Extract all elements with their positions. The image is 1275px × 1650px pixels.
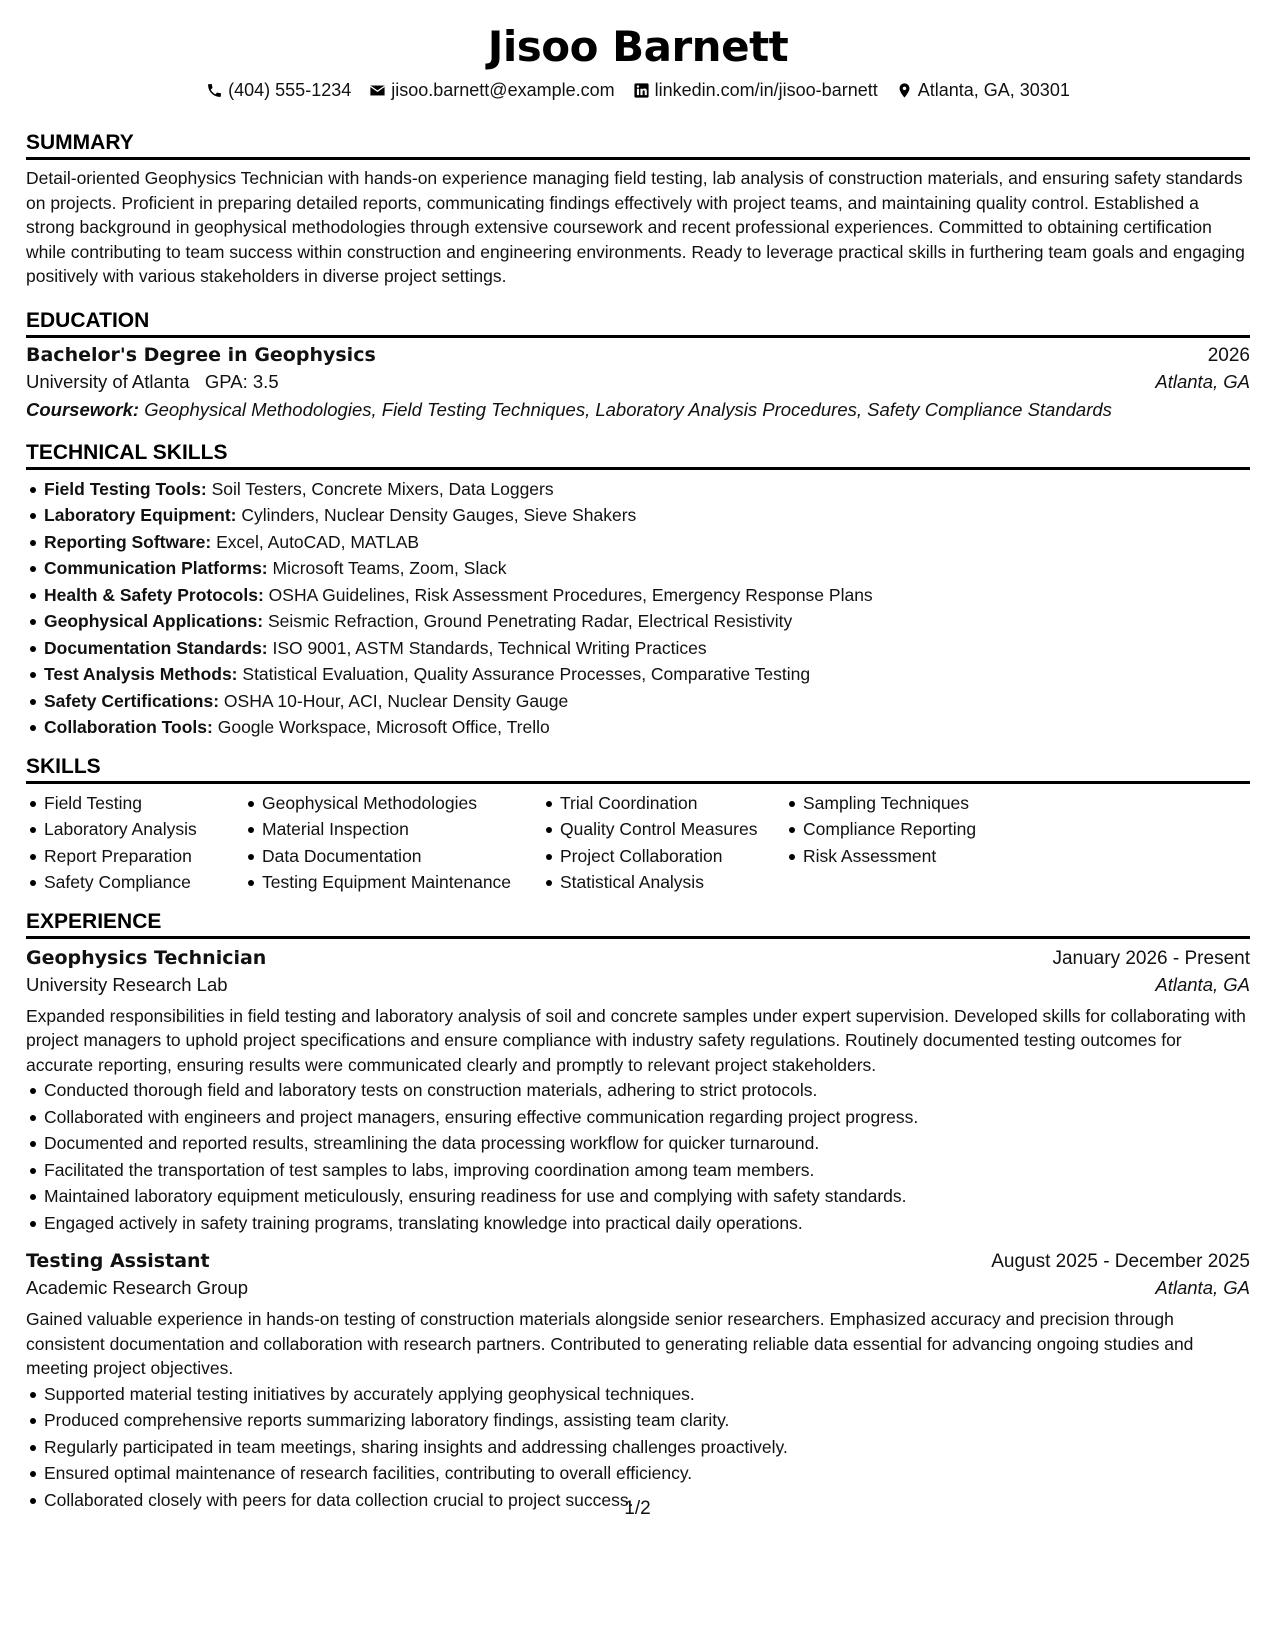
section-title-technical-skills: TECHNICAL SKILLS [26,441,1250,470]
list-item: Test Analysis Methods: Statistical Evaluation, Quality Assurance Processes, Comparative Testing [44,661,1250,688]
job-location: Atlanta, GA [1155,1277,1250,1298]
list-item: Sampling Techniques [803,790,1063,817]
job-organization: Academic Research Group [26,1277,249,1298]
list-item: Collaborated closely with peers for data collection crucial to project success. [44,1487,1250,1514]
section-title-experience: EXPERIENCE [26,910,1250,939]
job-dates: August 2025 - December 2025 [991,1251,1250,1272]
list-item: Health & Safety Protocols: OSHA Guidelines, Risk Assessment Procedures, Emergency Response Plans [44,582,1250,609]
coursework-label: Coursework: [26,398,140,420]
experience-entry [26,947,1250,1237]
experience-entry [26,1250,1250,1513]
page-number: 1/2 [624,1498,651,1519]
list-item: Testing Equipment Maintenance [262,869,542,896]
list-item: Engaged actively in safety training programs, translating knowledge into practical daily operations. [44,1210,1250,1237]
list-item: Project Collaboration [560,843,785,870]
skills-grid [26,790,1250,896]
phone-text: (404) 555-1234 [228,80,352,100]
job-organization: University Research Lab [26,973,228,995]
list-item: Conducted thorough field and laboratory tests on construction materials, adhering to strict protocols. [44,1077,1250,1104]
list-item: Ensured optimal maintenance of research facilities, contributing to overall efficiency. [44,1460,1250,1487]
candidate-name: Jisoo Barnett [487,22,789,71]
school-name: University of Atlanta [26,370,190,392]
list-item: Documentation Standards: ISO 9001, ASTM Standards, Technical Writing Practices [44,635,1250,662]
contact-bar [26,80,1250,101]
list-item: Statistical Analysis [560,869,785,896]
email-text: jisoo.barnett@example.com [391,80,615,100]
map-pin-icon [896,82,913,99]
job-title: Testing Assistant [26,1250,210,1272]
skills-column [244,790,542,896]
school-location: Atlanta, GA [1155,370,1250,392]
job-dates: January 2026 - Present [1052,947,1250,969]
summary-text: Detail-oriented Geophysics Technician with hands-on experience managing field testing, lab analysis of construction materials, and ensuring safety standards on projects. Proficient in preparing detailed reports, communicating findings effectively with project teams, and maintaining quality control. Established a strong background in geophysical methodologies through extensive coursework and recent professional experiences. Committed to obtaining certification while contributing to team success within construction and engineering environments. Ready to leverage practical skills in furthering team goals and engaging positively with various stakeholders in diverse project settings. [26,168,1245,286]
list-item: Field Testing [44,790,244,817]
job-location: Atlanta, GA [1155,973,1250,995]
list-item: Collaborated with engineers and project managers, ensuring effective communication regarding project progress. [44,1104,1250,1131]
list-item: Field Testing Tools: Soil Testers, Concrete Mixers, Data Loggers [44,476,1250,503]
list-item: Laboratory Equipment: Cylinders, Nuclear Density Gauges, Sieve Shakers [44,502,1250,529]
list-item: Regularly participated in team meetings, sharing insights and addressing challenges proactively. [44,1434,1250,1461]
phone-icon [206,82,223,99]
contact-linkedin[interactable] [633,80,878,101]
list-item: Produced comprehensive reports summarizing laboratory findings, assisting team clarity. [44,1407,1250,1434]
list-item: Data Documentation [262,843,542,870]
list-item: Collaboration Tools: Google Workspace, Microsoft Office, Trello [44,714,1250,741]
list-item: Maintained laboratory equipment meticulously, ensuring readiness for use and complying with safety standards. [44,1183,1250,1210]
contact-email[interactable] [369,80,614,101]
list-item: Safety Compliance [44,869,244,896]
list-item: Communication Platforms: Microsoft Teams, Zoom, Slack [44,555,1250,582]
education-entry [26,344,1250,421]
list-item: Material Inspection [262,816,542,843]
section-title-summary: SUMMARY [26,131,1250,160]
location-text: Atlanta, GA, 30301 [917,80,1070,100]
linkedin-icon [633,82,650,99]
coursework-line [26,399,1250,421]
list-item: Quality Control Measures [560,816,785,843]
job-title: Geophysics Technician [26,946,267,969]
skills-column [542,790,785,896]
list-item: Report Preparation [44,843,244,870]
job-description: Gained valuable experience in hands-on testing of construction materials alongside senior researchers. Emphasized accuracy and precision through consistent documentation and collaboration with research partners. Contributed to generating reliable data essential for advancing ongoing studies and meeting project objectives. [26,1309,1194,1378]
technical-skills-list [26,476,1250,741]
list-item: Safety Certifications: OSHA 10-Hour, ACI, Nuclear Density Gauge [44,688,1250,715]
section-title-skills: SKILLS [26,755,1250,784]
job-bullets [26,1381,1250,1514]
list-item: Trial Coordination [560,790,785,817]
degree: Bachelor's Degree in Geophysics [26,343,376,366]
school-line [26,371,279,393]
graduation-year: 2026 [1207,344,1250,366]
contact-location [896,80,1070,101]
list-item: Facilitated the transportation of test samples to labs, improving coordination among team members. [44,1157,1250,1184]
skills-column [785,790,1063,896]
list-item: Documented and reported results, streamlining the data processing workflow for quicker turnaround. [44,1130,1250,1157]
list-item: Supported material testing initiatives by accurately applying geophysical techniques. [44,1381,1250,1408]
envelope-icon [369,82,386,99]
coursework-list: Geophysical Methodologies, Field Testing Techniques, Laboratory Analysis Procedures, Safety Compliance Standards [144,398,1112,420]
skills-column [26,790,244,896]
list-item: Reporting Software: Excel, AutoCAD, MATLAB [44,529,1250,556]
section-title-education: EDUCATION [26,309,1250,338]
job-description: Expanded responsibilities in field testing and laboratory analysis of soil and concrete samples under expert supervision. Developed skills for collaborating with project managers to uphold project specifications and ensure compliance with industry safety regulations. Routinely documented testing outcomes for accurate reporting, ensuring results were communicated clearly and promptly to relevant project stakeholders. [26,1005,1246,1075]
list-item: Laboratory Analysis [44,816,244,843]
list-item: Geophysical Methodologies [262,790,542,817]
job-bullets [26,1077,1250,1236]
list-item: Compliance Reporting [803,816,1063,843]
linkedin-text: linkedin.com/in/jisoo-barnett [654,80,878,100]
contact-phone[interactable] [206,80,351,101]
list-item: Geophysical Applications: Seismic Refraction, Ground Penetrating Radar, Electrical Resistivity [44,608,1250,635]
resume-page [26,0,1250,1513]
list-item: Risk Assessment [803,843,1063,870]
gpa: GPA: 3.5 [204,370,279,392]
